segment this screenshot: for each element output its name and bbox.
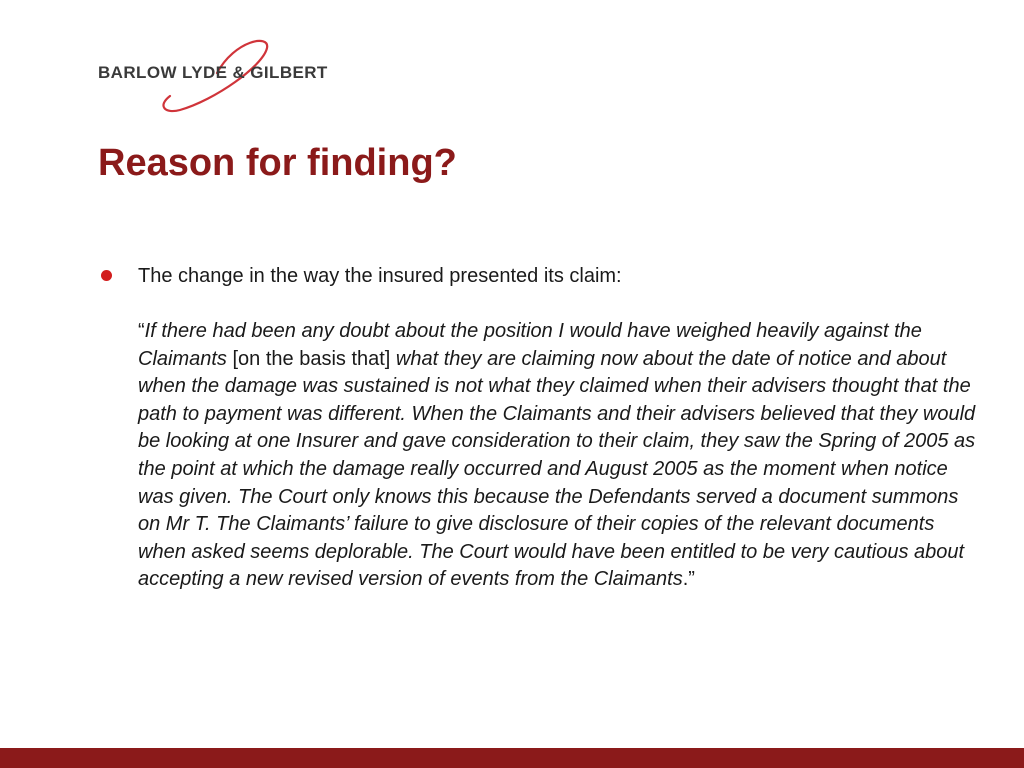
quote-part-3: what they are claiming now about the date of notice and about when the damage was sustained is not what they claimed when their advisers thought that the path to payment was different. When the Claimants and their advisers believed that they would be looking at one Insurer and gave consideration to their claim, they saw the Spring of 2005 as the point at which the damage really occurred and August 2005 as the moment when notice was given. The Court only knows this because the Defendants served a document summons on Mr T. The Claimants’ failure to give disclosure of their copies of the relevant documents when asked seems deplorable. The Court would have been entitled to be very cautious about accepting a new revised version of events from the Claimants xyxy=(138,347,976,591)
bullet-dot-icon xyxy=(101,270,112,281)
quote-open-mark: “ xyxy=(138,320,145,342)
quote-paragraph xyxy=(138,318,978,594)
slide-title: Reason for finding? xyxy=(98,142,457,184)
quote-part-1: If there had been any doubt about the position I would have weighed heavily against the Claimants xyxy=(138,320,922,370)
bullet-text: The change in the way the insured presented its claim: xyxy=(138,265,622,287)
quote-close-mark: .” xyxy=(682,568,695,591)
footer-bar xyxy=(0,748,1024,768)
logo-text: BARLOW LYDE & GILBERT xyxy=(98,63,328,82)
quote-part-2: [on the basis that] xyxy=(226,347,396,370)
company-logo xyxy=(95,30,340,120)
